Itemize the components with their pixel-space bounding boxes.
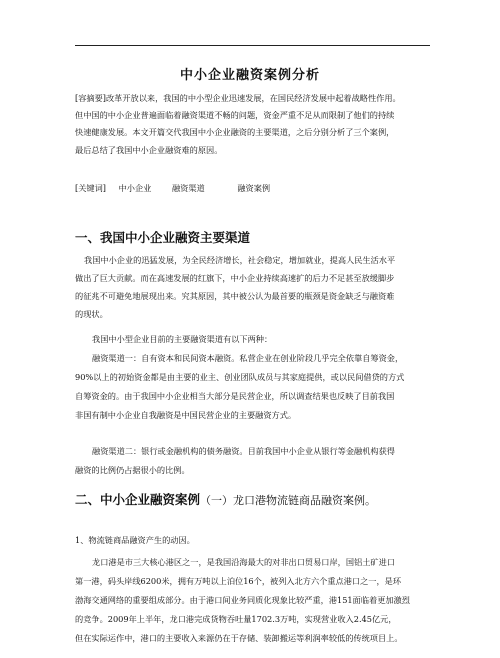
paragraph-line: 融资渠道二：银行或金融机构的债务融资。目前我国中小企业从银行等金融机构获得 bbox=[92, 446, 395, 456]
header-rule bbox=[75, 45, 430, 46]
paragraph-line: 的现状。 bbox=[75, 309, 108, 319]
paragraph-line: 我国中小企业的迅猛发展，为全民经济增长，社会稳定，增加就业，提高人民生活水平 bbox=[84, 255, 396, 265]
section-heading: 一、我国中小企业融资主要渠道 bbox=[75, 230, 251, 245]
paragraph-line: 的征兆不可避免地展现出来。究其原因，其中被公认为最首要的瓶颈是资金缺乏与融资难 bbox=[75, 291, 395, 301]
paragraph-line: 非国有制中小企业自我融资是中国民营企业的主要融资方式。 bbox=[75, 410, 297, 420]
keywords-label: [关键词] bbox=[75, 183, 106, 193]
paragraph-line: 自筹资金的。由于我国中小企业相当大部分是民营企业，所以调查结果也反映了目前我国 bbox=[75, 391, 395, 401]
abstract-line: 快速健康发展。本文开篇交代我国中小企业融资的主要渠道，之后分别分析了三个案例， bbox=[75, 127, 395, 137]
section-subheading: （一）龙口港物流链商品融资案例。 bbox=[200, 494, 377, 507]
abstract-line: 最后总结了我国中小企业融资难的原因。 bbox=[75, 145, 223, 155]
section-heading-main: 二、中小企业融资案例 bbox=[75, 492, 201, 507]
paragraph-line: 渤海交通网络的重要组成部分。由于港口间业务同质化现象比较严重，港151面临着更加激烈 bbox=[75, 595, 410, 605]
paragraph-line: 第一港，码头岸线6200米，拥有万吨以上泊位16个，被列入北方六个重点港口之一，是环 bbox=[75, 576, 402, 586]
keyword: 融资渠道 bbox=[171, 183, 205, 193]
abstract-line: 但中国的中小企业普遍面临着融资渠道不畅的问题，资金严重不足从而限制了他们的持续 bbox=[75, 110, 395, 120]
keywords bbox=[75, 182, 435, 194]
paragraph-line: 90%以上的初始资金都是由主要的业主、创业团队成员与其家庭提供，或以民间借贷的方式 bbox=[75, 372, 405, 382]
paragraph-line: 融资的比例仍占据很小的比例。 bbox=[75, 465, 190, 475]
document-title: 中小企业融资案例分析 bbox=[179, 68, 320, 83]
paragraph-line: 但在实际运作中，港口的主要收入来源仍在于存储、装卸搬运等利润率较低的传统项目上。 bbox=[75, 633, 403, 643]
paragraph-line: 我国中小型企业目前的主要融资渠道有以下两种： bbox=[92, 334, 273, 344]
paragraph-line: 做出了巨大贡献。而在高速发展的红旗下，中小企业持续高速扩的后力不足甚至放缓脚步 bbox=[75, 273, 395, 283]
abstract-line: [容摘要]改革开放以来，我国的中小型企业迅速发展，在国民经济发展中起着战略性作用。 bbox=[75, 93, 401, 103]
paragraph-line: 融资渠道一：自有资本和民间资本融资。私营企业在创业阶段几乎完全依靠自筹资金， bbox=[92, 353, 404, 363]
keyword: 中小企业 bbox=[118, 183, 152, 193]
list-item: 1、物流链商品融资产生的动因。 bbox=[75, 535, 195, 545]
paragraph-line: 的竞争。2009年上半年，龙口港完成货物吞吐量1702.3万吨，实现营业收入2.45亿元， bbox=[75, 614, 397, 624]
keyword: 融资案例 bbox=[237, 183, 271, 193]
section-heading bbox=[75, 490, 376, 508]
paragraph-line: 龙口港是市三大核心港区之一，是我国沿海最大的对非出口贸易口岸，国铝土矿进口 bbox=[92, 557, 395, 567]
